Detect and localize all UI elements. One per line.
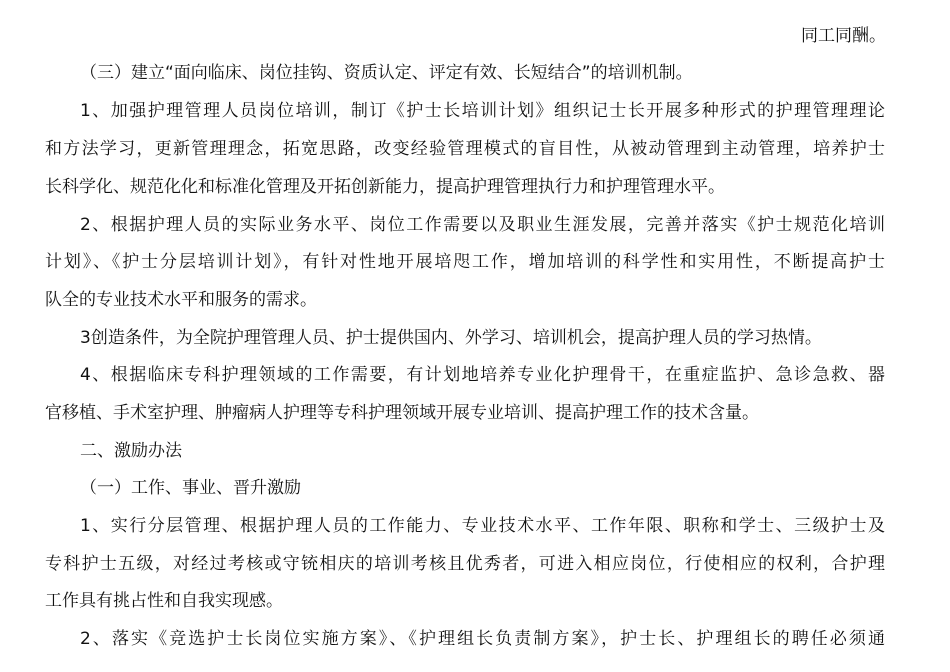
paragraph-5-line-2: 专科护士五级，对经过考核或守铳相庆的培训考核且优秀者，可进入相应岗位，行使相应的权利，合护理 bbox=[45, 554, 885, 574]
text-line-continuation: 同工同酬。 bbox=[801, 26, 886, 46]
paragraph-5-line-3: 工作具有挑占性和自我实现感。 bbox=[45, 591, 283, 611]
section-heading-training-mechanism: （三）建立“面向临床、岗位挂钩、资质认定、评定有效、长短结合”的培训机制。 bbox=[80, 63, 693, 83]
paragraph-2-line-3: 队全的专业技术水平和服务的需求。 bbox=[45, 290, 317, 310]
paragraph-4-line-1: 4、根据临床专科护理领域的工作需要，有计划地培养专业化护理骨干，在重症监护、急诊急救、器 bbox=[80, 365, 885, 385]
paragraph-3-line-1: 3创造条件，为全院护理管理人员、护士提供国内、外学习、培训机会，提高护理人员的学习热情。 bbox=[80, 328, 822, 348]
paragraph-1-line-1: 1、加强护理管理人员岗位培训，制订《护士长培训计划》组织记士长开展多种形式的护理管理理论 bbox=[80, 101, 885, 121]
paragraph-2-line-2: 计划》、《护士分层培训计划》，有针对性地开展培咫工作，增加培训的科学性和实用性，不断提高护士 bbox=[45, 252, 885, 272]
paragraph-1-line-3: 长科学化、规范化化和标准化管理及开拓创新能力，提高护理管理执行力和护理管理水平。 bbox=[45, 177, 725, 197]
paragraph-2-line-1: 2、根据护理人员的实际业务水平、岗位工作需要以及职业生涯发展，完善并落实《护士规范化培训 bbox=[80, 215, 885, 235]
section-heading-incentives: 二、激励办法 bbox=[80, 441, 182, 461]
subsection-heading-work-career-promotion: （一）工作、事业、晋升激励 bbox=[80, 478, 301, 498]
paragraph-1-line-2: 和方法学习，更新管理理念，拓宽思路，改变经验管理模式的盲目性，从被动管理到主动管理，培养护士 bbox=[45, 139, 885, 159]
paragraph-5-line-1: 1、实行分层管理、根据护理人员的工作能力、专业技术水平、工作年限、职称和学士、三级护士及 bbox=[80, 516, 885, 536]
paragraph-4-line-2: 官移植、手术室护理、肿瘤病人护理等专科护理领域开展专业培训、提高护理工作的技术含量。 bbox=[45, 403, 759, 423]
paragraph-6-line-1: 2、落实《竞选护士长岗位实施方案》、《护理组长负责制方案》，护士长、护理组长的聘任必须通 bbox=[80, 629, 885, 649]
